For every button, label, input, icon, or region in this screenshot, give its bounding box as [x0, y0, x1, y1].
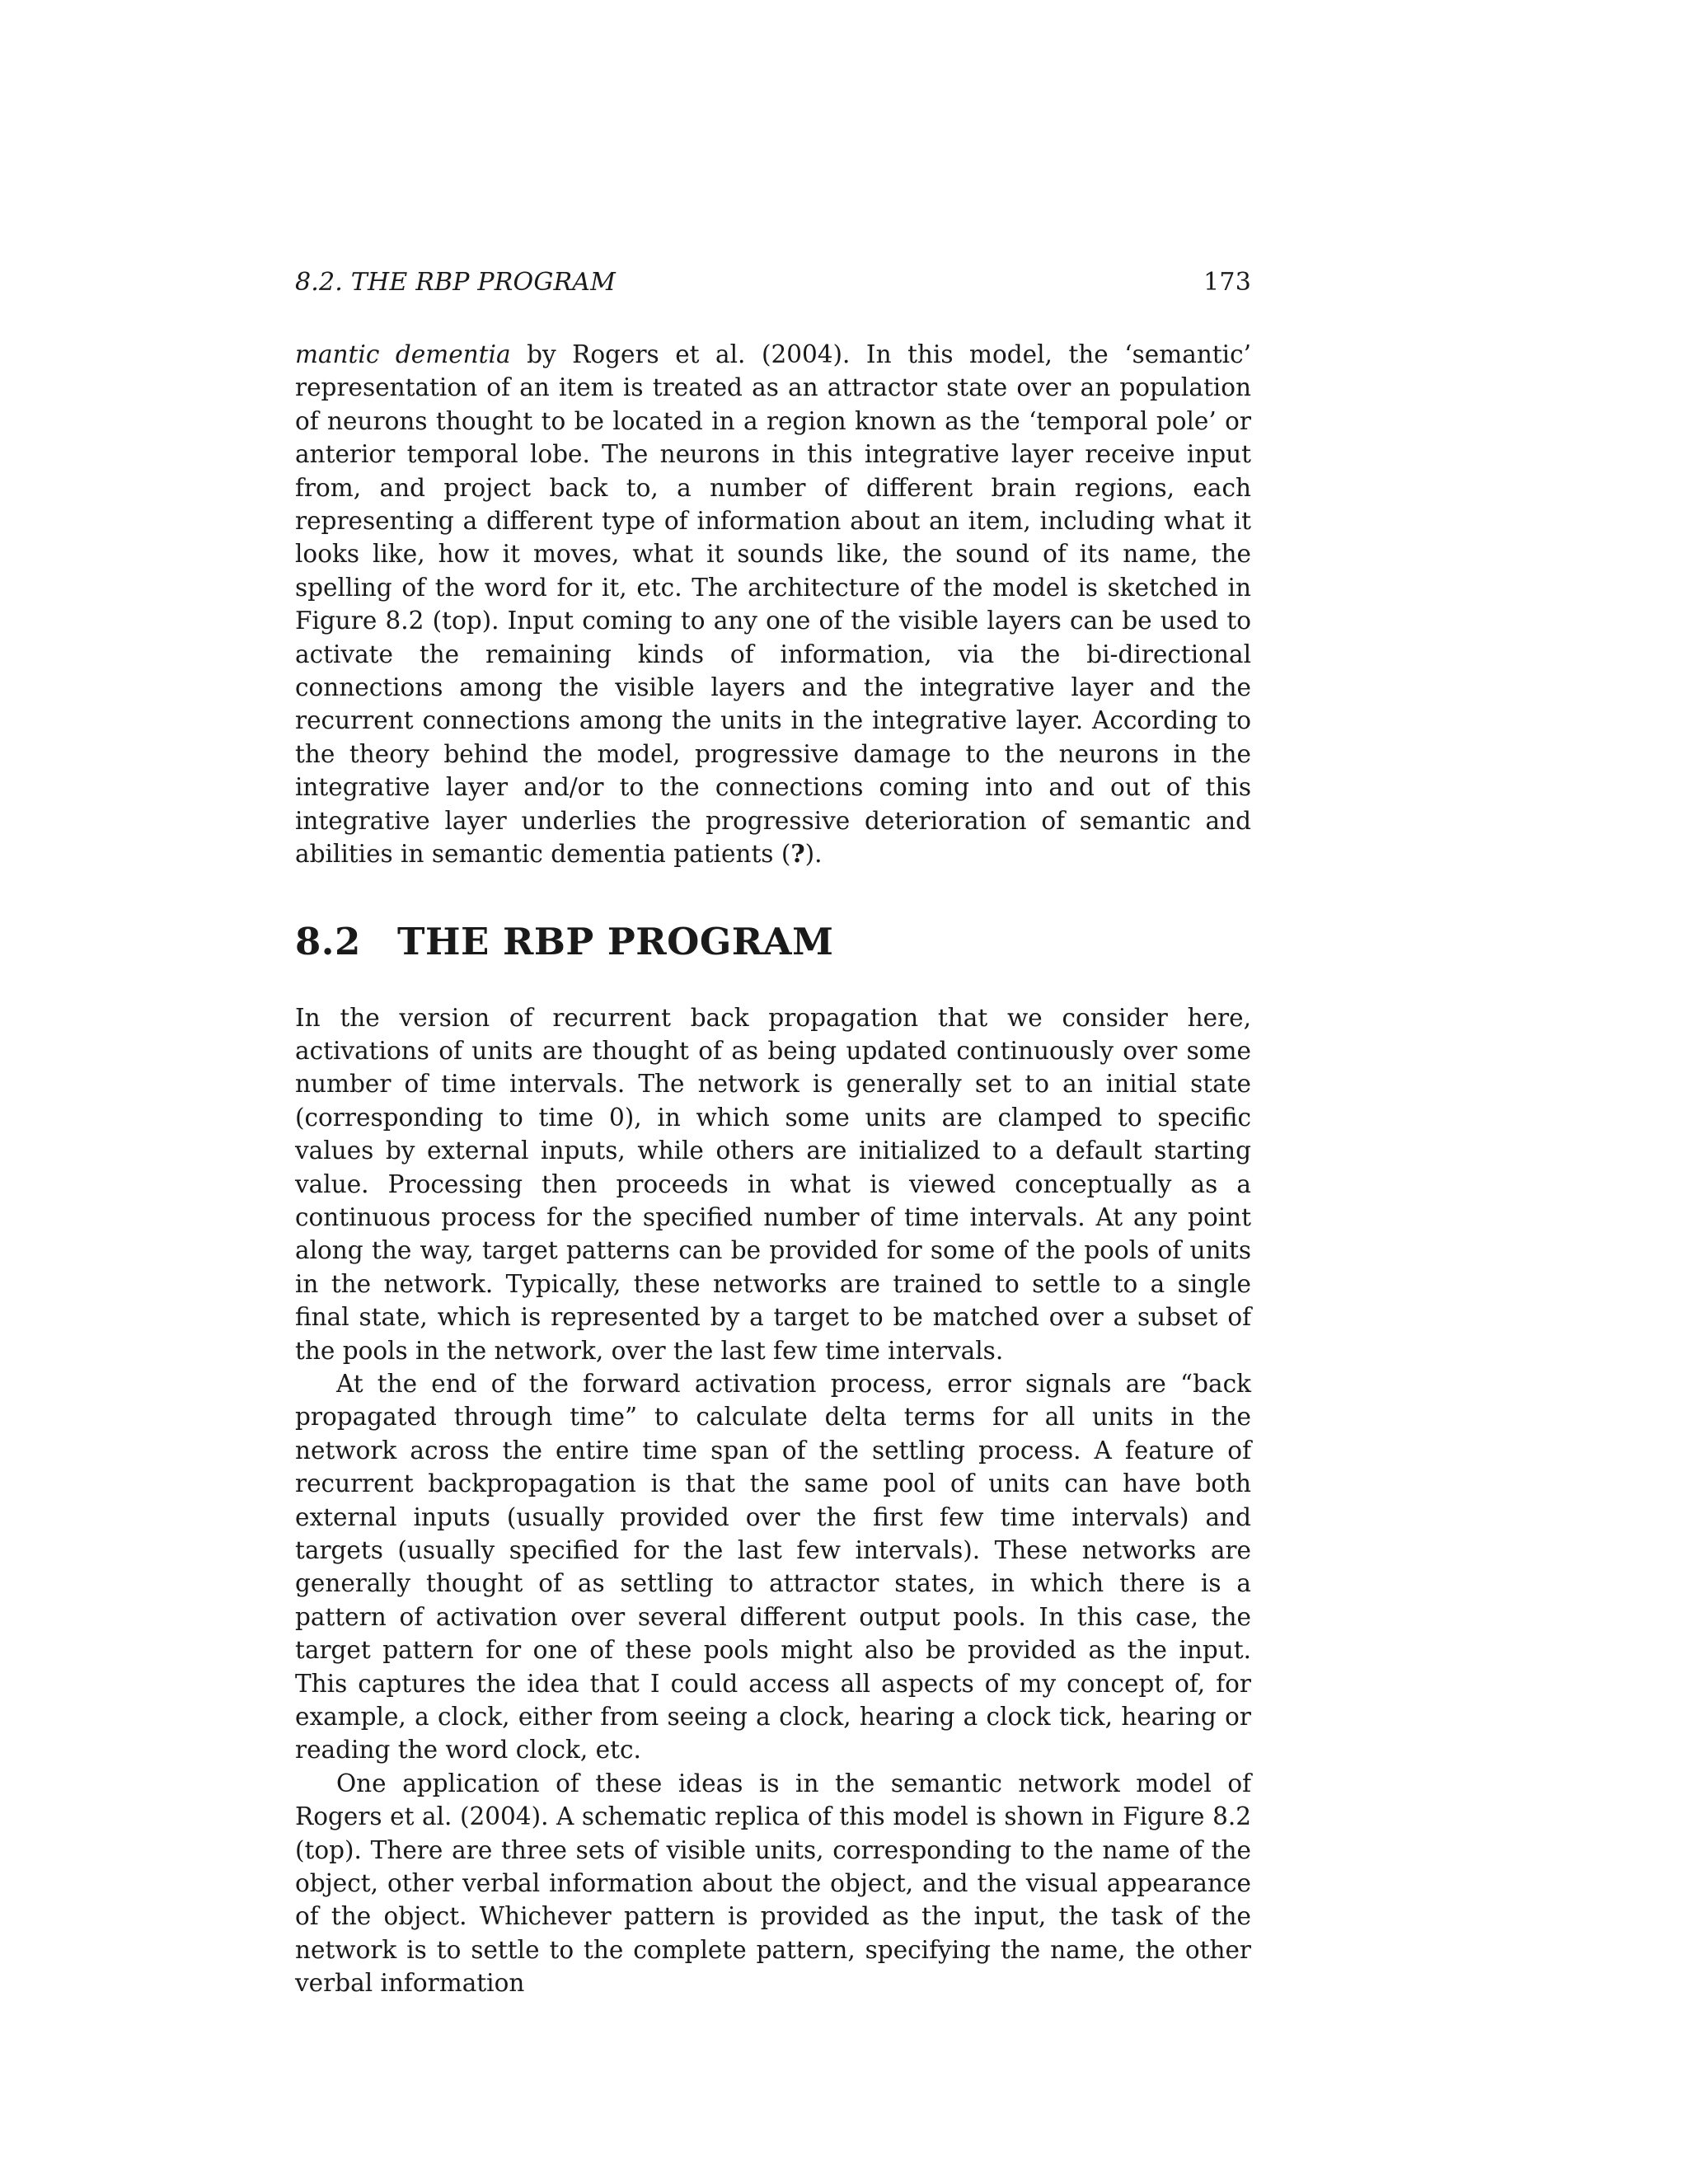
missing-citation: ? — [790, 839, 805, 869]
running-head — [295, 264, 1251, 302]
section-number: 8.2 — [295, 919, 361, 963]
section-title: THE RBP PROGRAM — [397, 919, 834, 963]
intro-text-a: by Rogers et al. (2004). In this model, the ‘semantic’ representation of an item is treated as an attractor state over an population of neurons thought to be located in a region known as the ‘temporal pole’ or anterior temporal lobe. The neurons in this integrative layer receive input from, and project back to, a number of different brain regions, each representing a different type of information about an item, including what it looks like, how it moves, what it sounds like, the sound of its name, the spelling of the word for it, etc. The architecture of the model is sketched in Figure 8.2 (top). Input coming to any one of the visible layers can be used to activate the remaining kinds of information, via the bi-directional connections among the visible layers and the integrative layer and the recurrent connections among the units in the integrative layer. According to the theory behind the model, progressive damage to the neurons in the integrative layer and/or to the connections coming into and out of this integrative layer underlies the progressive deterioration of semantic and abilities in semantic dementia patients ( — [295, 340, 1252, 869]
page-number: 173 — [1203, 268, 1251, 297]
section-heading — [295, 917, 1251, 967]
intro-lead-italic: mantic dementia — [295, 340, 511, 368]
paragraph-3: One application of these ideas is in the semantic network model of Rogers et al. (2004). A schematic replica of this model is shown in Figure 8.2 (top). There are three sets of visible units, corresponding to the name of the object, other verbal information about the object, and the visual appearance of the object. Whichever pattern is provided as the input, the task of the network is to settle to the complete pattern, specifying the name, the other verbal information — [295, 1769, 1251, 1998]
page-body — [295, 338, 1251, 2000]
running-head-section: 8.2. THE RBP PROGRAM — [295, 268, 617, 297]
intro-text-b: ). — [804, 840, 823, 869]
intro-paragraph — [295, 338, 1251, 871]
book-page — [295, 264, 1251, 2000]
paragraph-1: In the version of recurrent back propagation that we consider here, activations of units are thought of as being updated continuously over some number of time intervals. The network is generally set to an initial state (corresponding to time 0), in which some units are clamped to specific values by external inputs, while others are initialized to a default starting value. Processing then proceeds in what is viewed conceptually as a continuous process for the specified number of time intervals. At any point along the way, target patterns can be provided for some of the pools of units in the network. Typically, these networks are trained to settle to a single final state, which is represented by a target to be matched over a subset of the pools in the network, over the last few time intervals. — [295, 1003, 1251, 1365]
paragraph-2: At the end of the forward activation process, error signals are “back propagated through time” to calculate delta terms for all units in the network across the entire time span of the settling process. A feature of recurrent backpropagation is that the same pool of units can have both external inputs (usually provided over the first few time intervals) and targets (usually specified for the last few intervals). These networks are generally thought of as settling to attractor states, in which there is a pattern of activation over several different output pools. In this case, the target pattern for one of these pools might also be provided as the input. This captures the idea that I could access all aspects of my concept of, for example, a clock, either from seeing a clock, hearing a clock tick, hearing or reading the word clock, etc. — [295, 1369, 1251, 1765]
